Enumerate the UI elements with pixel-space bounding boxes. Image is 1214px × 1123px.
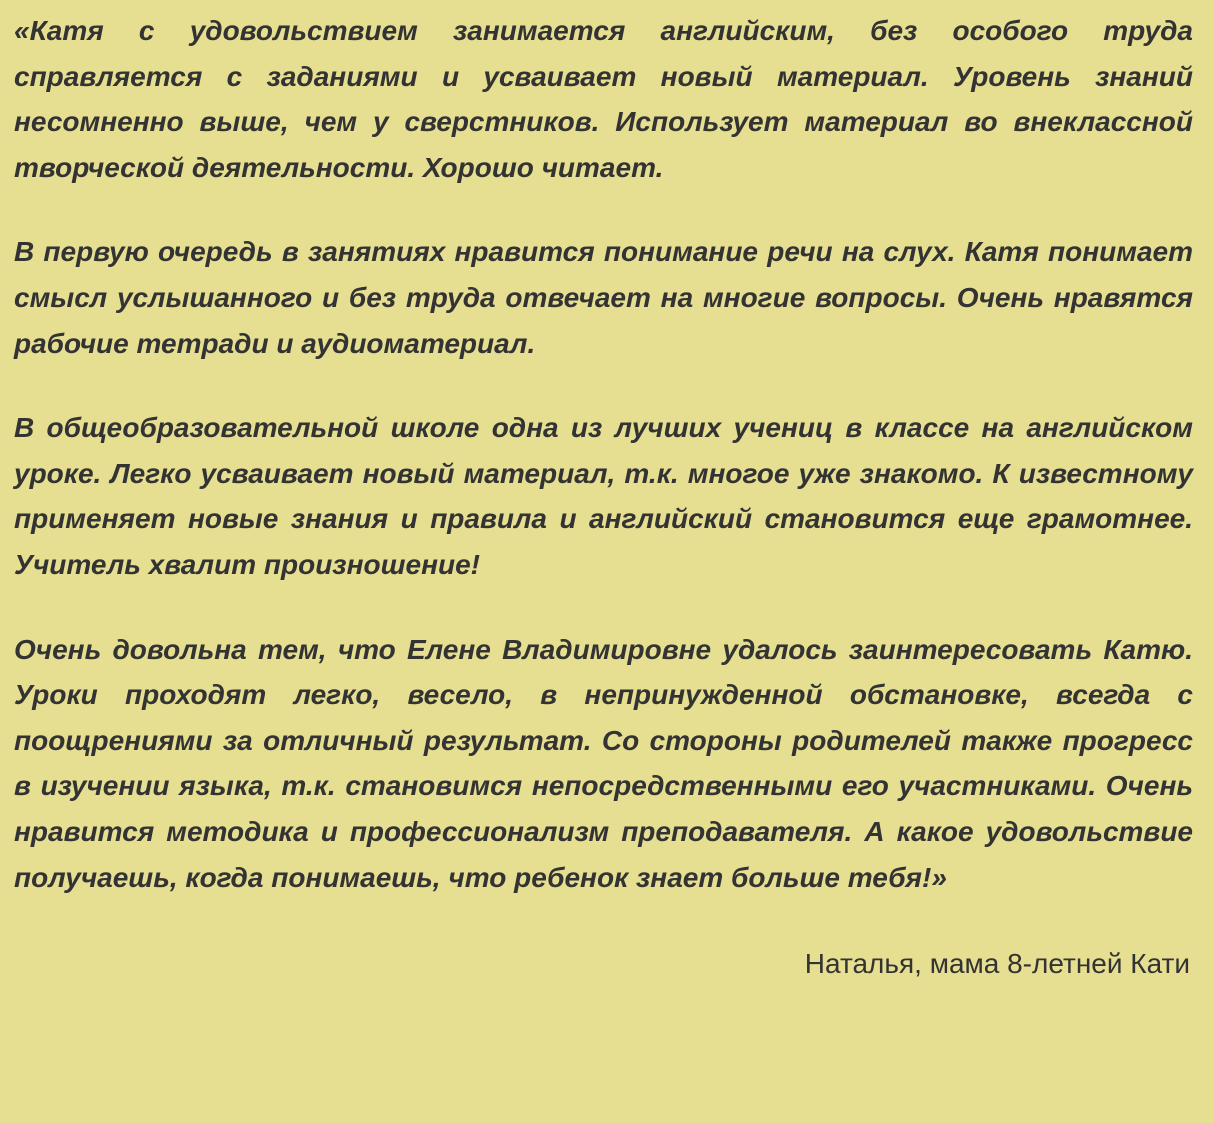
testimonial-paragraph: «Катя с удовольствием занимается английским, без особого труда справляется с заданиями и усваивает новый материал. Уровень знаний несомненно выше, чем у сверстников. Использует материал во внеклассной творческой деятельности. Хорошо читает. xyxy=(14,15,1193,183)
testimonial-paragraph: В общеобразовательной школе одна из лучших учениц в классе на английском уроке. Легко усваивает новый материал, т.к. многое уже знакомо. К известному применяет новые знания и правила и английский становится еще грамотнее. Учитель хвалит произношение! xyxy=(14,412,1193,580)
testimonial-paragraph: Очень довольна тем, что Елене Владимировне удалось заинтересовать Катю. Уроки проходят легко, весело, в непринужденной обстановке, всегда с поощрениями за отличный результат. Со стороны родителей также прогресс в изучении языка, т.к. становимся непосредственными его участниками. Очень нравится методика и профессионализм преподавателя. А какое удовольствие получаешь, когда понимаешь, что ребенок знает больше тебя!» xyxy=(14,633,1193,893)
testimonial-paragraph: В первую очередь в занятиях нравится понимание речи на слух. Катя понимает смысл услышанного и без труда отвечает на многие вопросы. Очень нравятся рабочие тетради и аудиоматериал. xyxy=(14,236,1193,359)
testimonial-signature: Наталья, мама 8-летней Кати xyxy=(804,948,1190,980)
